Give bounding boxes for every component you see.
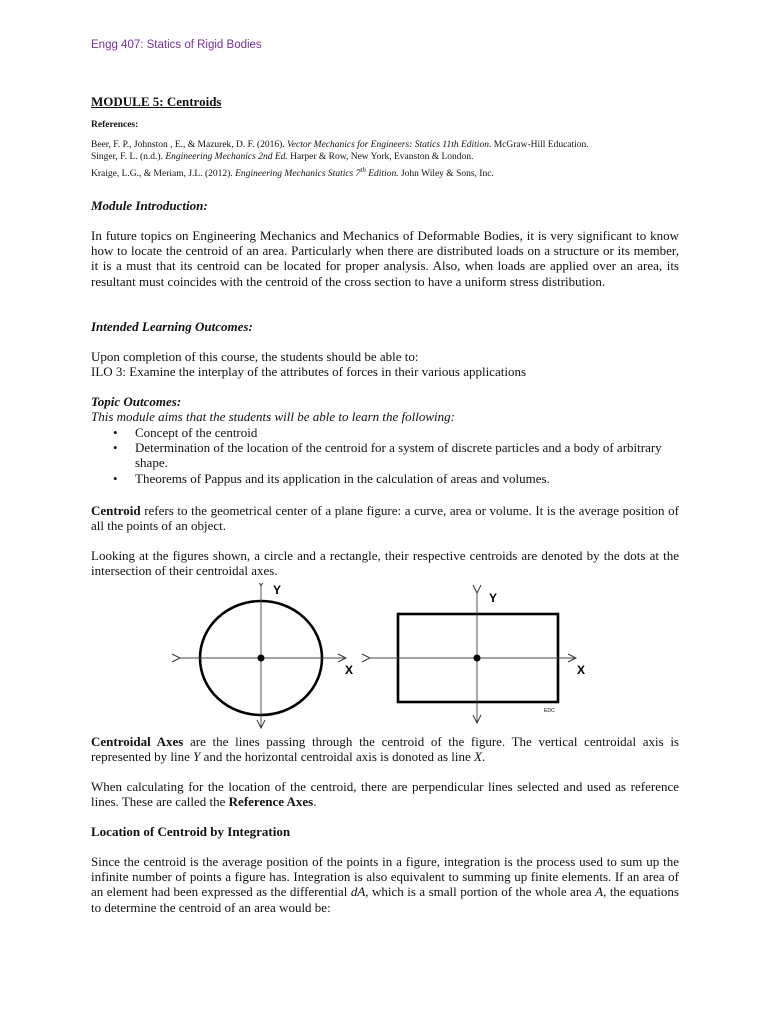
reference-item [91, 164, 679, 181]
area-symbol: A [595, 884, 604, 900]
figures-paragraph: Looking at the figures shown, a circle and a rectangle, their respective centroids are denoted by the dots at the intersection of their centroidal axes. [91, 548, 679, 579]
centroid-definition [91, 503, 679, 533]
module-title: MODULE 5: Centroids [91, 94, 222, 109]
reference-authors: Kraige, L.G., & Meriam, J.L. (2012). [91, 168, 236, 179]
rectangle-centroid-dot [474, 655, 481, 662]
reference-item [91, 151, 679, 163]
list-item: • Determination of the location of the centroid for a system of discrete particles and a body of arbitrary shape. [91, 440, 679, 470]
circle-centroid-dot [258, 655, 265, 662]
reference-title: Engineering Mechanics Statics 7th Edition. [235, 165, 399, 179]
ilo-line-1: Upon completion of this course, the students should be able to: [91, 349, 419, 364]
integration-paragraph: Since the centroid is the average position of the points in a figure, integration is the process used to sum up the infinite number of points a figure has. Integration is also equivalent to summing up finite elements. If an area of an element had been expressed as the differential dA, which is a small portion of the whole area A, the equations to determine the centroid of an area would be: [91, 854, 679, 915]
reference-authors: Singer, F. L. (n.d.). [91, 152, 166, 163]
ilo-line-2: ILO 3: Examine the interplay of the attributes of forces in their various applications [91, 364, 527, 379]
rectangle-x-label: X [577, 663, 586, 677]
axis-x-symbol: X [474, 749, 482, 765]
intro-paragraph: In future topics on Engineering Mechanics and Mechanics of Deformable Bodies, it is very significant to know how to locate the centroid of an area. Particularly when there are distributed loads on a structure or its member, it is a must that its centroid can be located for proper analysis. Also, when loads are applied over an area, its resultant must coincides with the centroid of the cross section to have a uniform stress distribution. [91, 228, 679, 289]
course-header: Engg 407: Statics of Rigid Bodies [91, 39, 262, 51]
reference-axes-term: Reference Axes [228, 794, 314, 810]
reference-title: Vector Mechanics for Engineers: Statics 11th Edition [287, 140, 489, 150]
integration-heading: Location of Centroid by Integration [91, 824, 291, 839]
centroid-term: Centroid [91, 503, 141, 518]
reference-title: Engineering Mechanics 2nd Ed. [165, 152, 288, 163]
references-list [91, 139, 679, 180]
circle-figure [180, 583, 353, 728]
ilo-heading: Intended Learning Outcomes: [91, 319, 253, 334]
centroid-def-text: refers to the geometrical center of a plane figure: a curve, area or volume. It is the average position of all the points of an object. [91, 503, 679, 534]
topic-heading: Topic Outcomes: [91, 394, 182, 409]
reference-publisher: . McGraw-Hill Education. [488, 140, 589, 150]
centroid-figure [170, 583, 590, 733]
centroidal-axes-term: Centroidal Axes [91, 734, 184, 749]
figure-credit: EDC [544, 708, 555, 714]
rectangle-figure [370, 591, 585, 723]
references-heading: References: [91, 120, 139, 130]
reference-publisher: John Wiley & Sons, Inc. [398, 168, 494, 179]
rectangle-y-label: Y [489, 591, 498, 605]
circle-x-label: X [345, 663, 354, 677]
topic-list [91, 425, 679, 486]
centroidal-axes-paragraph: Centroidal Axes are the lines passing through the centroid of the figure. The vertical centroidal axis is represented by line Y and the horizontal centroidal axis is donoted as line X. [91, 734, 679, 765]
reference-item [91, 139, 679, 151]
axis-y-symbol: Y [193, 749, 201, 765]
topic-intro: This module aims that the students will be able to learn the following: [91, 409, 455, 424]
intro-heading: Module Introduction: [91, 198, 208, 213]
reference-publisher: Harper & Row, New York, Evanston & London. [287, 152, 474, 163]
reference-axes-paragraph: When calculating for the location of the centroid, there are perpendicular lines selected and used as reference lines. These are called the Reference Axes. [91, 779, 679, 810]
list-item: • Theorems of Pappus and its application in the calculation of areas and volumes. [91, 471, 679, 486]
reference-title-superscript: th [360, 165, 366, 174]
differential-area-symbol: dA [350, 884, 366, 900]
circle-y-label: Y [273, 583, 282, 597]
reference-authors: Beer, F. P., Johnston , E., & Mazurek, D. F. (2016). [91, 140, 288, 150]
list-item: • Concept of the centroid [91, 425, 679, 440]
